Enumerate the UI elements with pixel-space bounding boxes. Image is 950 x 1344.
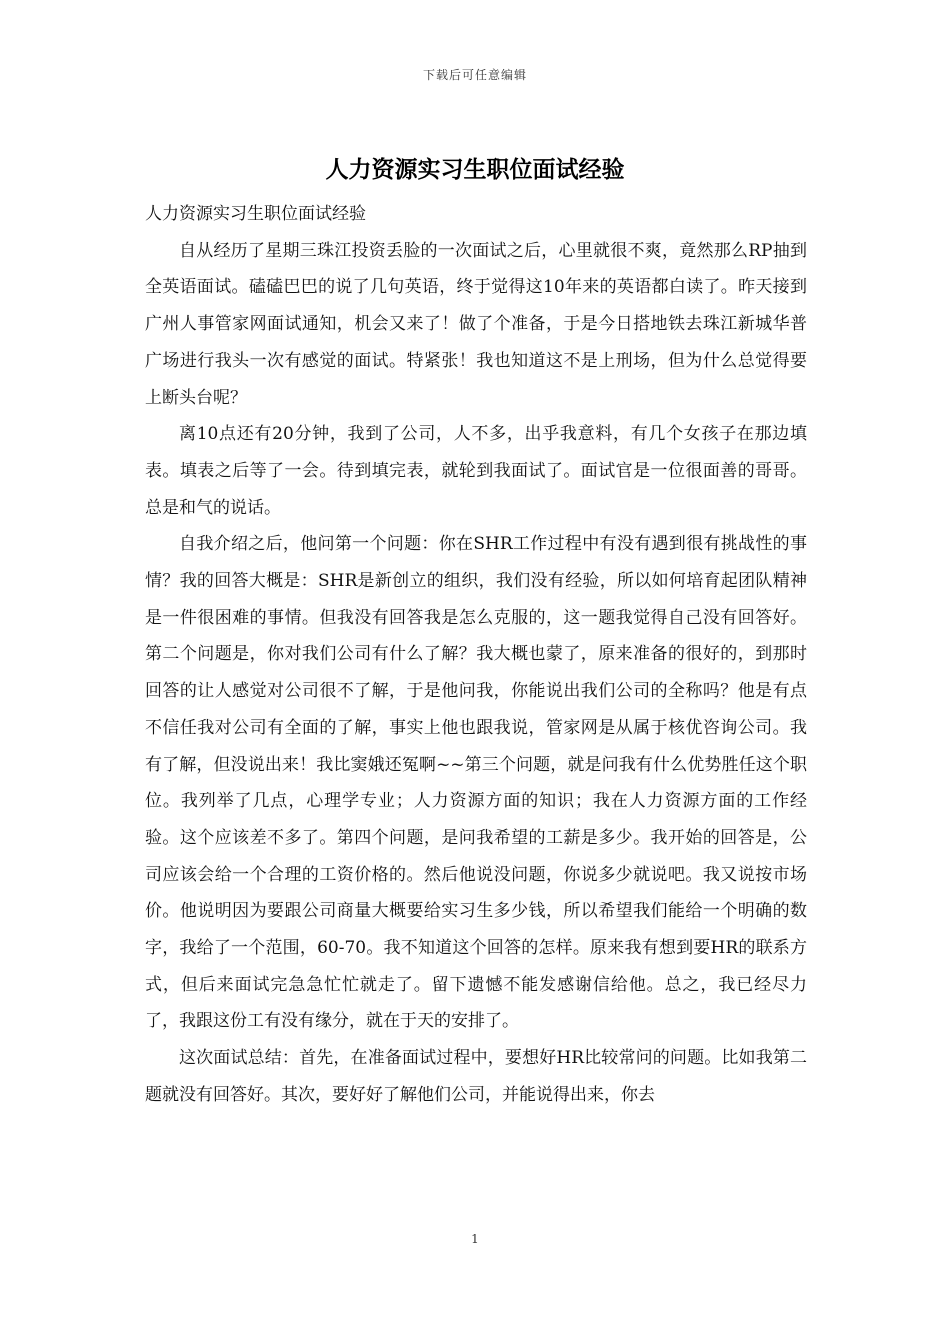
paragraph: 自我介绍之后，他问第一个问题：你在SHR工作过程中有没有遇到很有挑战性的事情？我的回答大概是：SHR是新创立的组织，我们没有经验，所以如何培育起团队精神是一件很困难的事情。但我没有回答我是怎么克服的，这一题我觉得自己没有回答好。第二个问题是，你对我们公司有什么了解？我大概也蒙了，原来准备的很好的，到那时回答的让人感觉对公司很不了解，于是他问我，你能说出我们公司的全称吗？他是有点不信任我对公司有全面的了解，事实上他也跟我说，管家网是从属于核优咨询公司。我有了解，但没说出来！我比窦娥还冤啊~~第三个问题，就是问我有什么优势胜任这个职位。我列举了几点，心理学专业；人力资源方面的知识；我在人力资源方面的工作经验。这个应该差不多了。第四个问题，是问我希望的工薪是多少。我开始的回答是，公司应该会给一个合理的工资价格的。然后他说没问题，你说多少就说吧。我又说按市场价。他说明因为要跟公司商量大概要给实习生多少钱，所以希望我们能给一个明确的数字，我给了一个范围，60-70。我不知道这个回答的怎样。原来我有想到要HR的联系方式，但后来面试完急急忙忙就走了。留下遗憾不能发感谢信给他。总之，我已经尽力了，我跟这份工有没有缘分，就在于天的安排了。 <box>145 534 807 1032</box>
paragraph: 自从经历了星期三珠江投资丢脸的一次面试之后，心里就很不爽，竟然那么RP抽到全英语面试。磕磕巴巴的说了几句英语，终于觉得这10年来的英语都白读了。昨天接到广州人事管家网面试通知，机会又来了！做了个准备，于是今日搭地铁去珠江新城华普广场进行我头一次有感觉的面试。特紧张！我也知道这不是上刑场，但为什么总觉得要上断头台呢？ <box>145 240 807 408</box>
page-number: 1 <box>471 1232 479 1246</box>
paragraph: 这次面试总结：首先，在准备面试过程中，要想好HR比较常问的问题。比如我第二题就没有回答好。其次，要好好了解他们公司，并能说得出来，你去 <box>145 1048 807 1105</box>
header-note: 下载后可任意编辑 <box>422 68 527 82</box>
document-title: 人力资源实习生职位面试经验 <box>325 156 625 183</box>
document-body <box>145 196 807 1114</box>
document-subtitle: 人力资源实习生职位面试经验 <box>145 204 366 224</box>
paragraph: 离10点还有20分钟，我到了公司，人不多，出乎我意料，有几个女孩子在那边填表。填表之后等了一会。待到填完表，就轮到我面试了。面试官是一位很面善的哥哥。总是和气的说话。 <box>145 424 807 518</box>
